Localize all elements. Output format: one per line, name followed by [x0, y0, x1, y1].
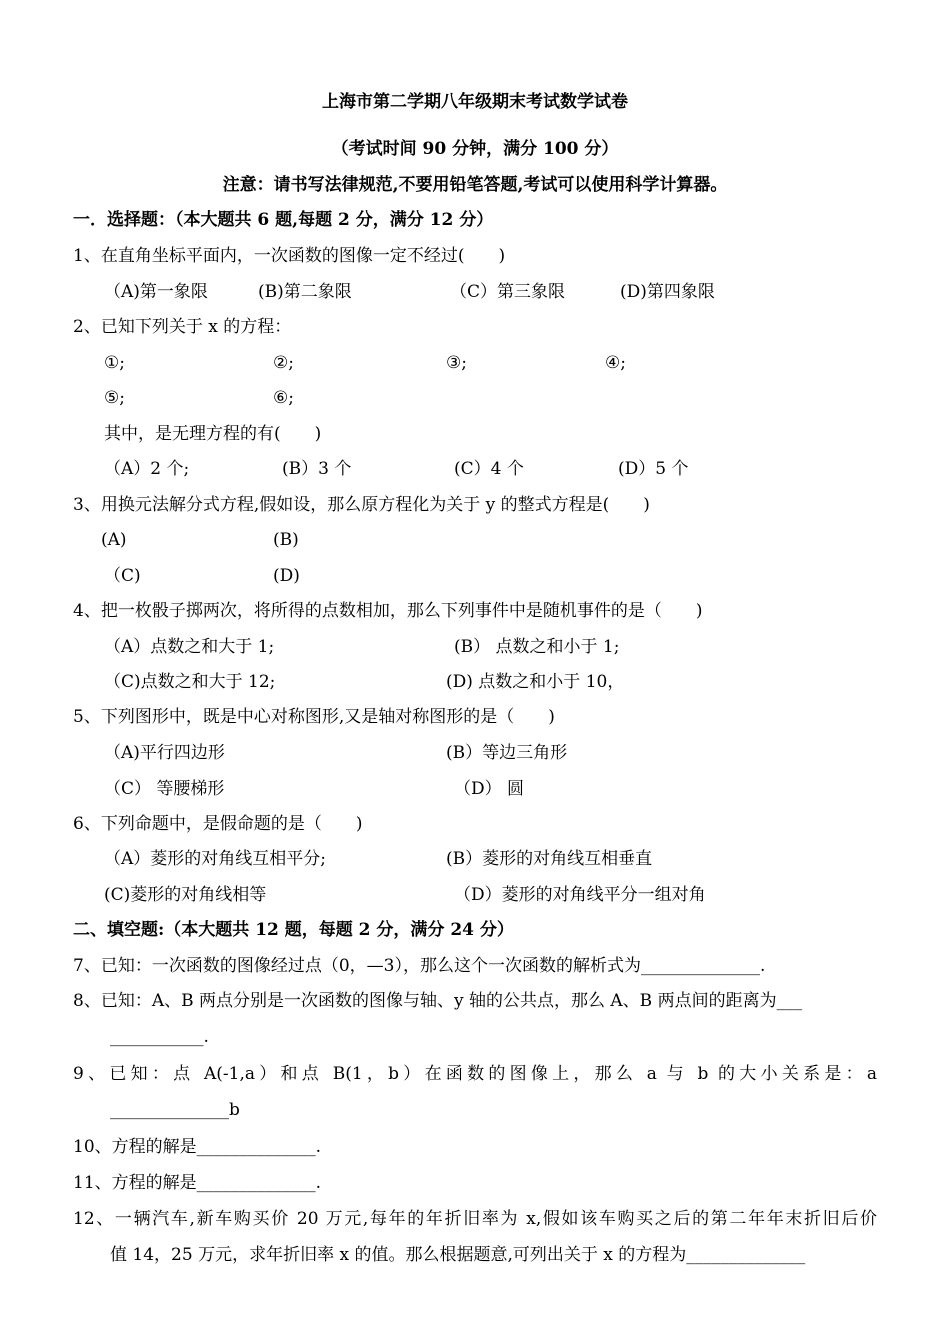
- q6-option-a: （A）菱形的对角线互相平分;: [104, 849, 327, 869]
- q4-stem: 4、把一枚骰子掷两次，将所得的点数相加，那么下列事件中是随机事件的是（ ): [73, 601, 703, 621]
- q11-text: 11、方程的解是______________.: [73, 1173, 322, 1193]
- exam-title: 上海市第二学期八年级期末考试数学试卷: [322, 92, 628, 112]
- q9-text-line2: ______________b: [110, 1100, 240, 1120]
- q3-option-c: （C): [104, 566, 141, 586]
- q6-option-c: (C)菱形的对角线相等: [104, 885, 267, 905]
- exam-subtitle: （考试时间 90 分钟，满分 100 分）: [331, 139, 619, 159]
- q3-option-a: (A): [101, 530, 127, 550]
- section2-heading: 二、填空题:（本大题共 12 题，每题 2 分，满分 24 分）: [73, 920, 514, 940]
- q6-option-d: （D）菱形的对角线平分一组对角: [454, 885, 706, 905]
- q2-equation-2: ②;: [273, 353, 294, 373]
- q4-option-b: (B） 点数之和小于 1;: [454, 637, 620, 657]
- q1-option-a: （A)第一象限: [104, 282, 208, 302]
- q10-text: 10、方程的解是______________.: [73, 1137, 322, 1157]
- q8-text-line1: 8、已知：A、B 两点分别是一次函数的图像与轴、y 轴的公共点，那么 A、B 两点间的距离为___: [73, 991, 803, 1011]
- q2-option-d: (D）5 个: [618, 459, 689, 479]
- q2-equation-5: ⑤;: [104, 388, 125, 408]
- q5-stem: 5、下列图形中，既是中心对称图形,又是轴对称图形的是（ ): [73, 707, 555, 727]
- q12-text-line1: 12、一辆汽车,新车购买价 20 万元,每年的年折旧率为 x,假如该车购买之后的第二年年末折旧后价: [73, 1209, 877, 1229]
- q1-stem: 1、在直角坐标平面内，一次函数的图像一定不经过( ): [73, 246, 506, 266]
- q8-text-line2: ___________.: [110, 1027, 209, 1047]
- q2-ask: 其中，是无理方程的有( ): [104, 424, 322, 444]
- q2-equation-3: ③;: [446, 353, 467, 373]
- q5-option-b: (B）等边三角形: [446, 743, 568, 763]
- q3-option-d: (D): [273, 566, 300, 586]
- q2-option-a: （A）2 个;: [104, 459, 190, 479]
- q1-option-d: (D)第四象限: [620, 282, 715, 302]
- q2-stem: 2、已知下列关于 x 的方程：: [73, 317, 292, 337]
- q4-option-c: （C)点数之和大于 12;: [104, 672, 276, 692]
- q5-option-c: （C） 等腰梯形: [104, 779, 225, 799]
- section1-heading: 一．选择题：（本大题共 6 题,每题 2 分，满分 12 分）: [73, 210, 494, 230]
- q2-equation-1: ①;: [104, 353, 125, 373]
- q9-text-line1: 9、已知：点 A(-1,a）和点 B(1，b）在函数的图像上，那么 a 与 b 的大小关系是：a: [73, 1064, 877, 1084]
- q5-option-d: （D） 圆: [454, 779, 525, 799]
- q1-option-c: （C）第三象限: [450, 282, 566, 302]
- q3-option-b: (B): [273, 530, 299, 550]
- q4-option-d: (D) 点数之和小于 10，: [446, 672, 625, 692]
- q2-option-b: (B）3 个: [282, 459, 352, 479]
- q5-option-a: （A)平行四边形: [104, 743, 225, 763]
- q2-equation-6: ⑥;: [273, 388, 294, 408]
- q12-text-line2: 值 14，25 万元，求年折旧率 x 的值。那么根据题意,可列出关于 x 的方程为______________: [110, 1245, 806, 1265]
- q4-option-a: （A）点数之和大于 1;: [104, 637, 275, 657]
- q6-option-b: (B）菱形的对角线互相垂直: [446, 849, 653, 869]
- q2-equation-4: ④;: [605, 353, 626, 373]
- q2-option-c: (C）4 个: [454, 459, 524, 479]
- q6-stem: 6、下列命题中，是假命题的是（ ): [73, 814, 363, 834]
- q1-option-b: (B)第二象限: [258, 282, 352, 302]
- exam-notice: 注意：请书写法律规范,不要用铅笔答题,考试可以使用科学计算器。: [222, 175, 728, 195]
- q7-text: 7、已知：一次函数的图像经过点（0，—3），那么这个一次函数的解析式为______________.: [73, 956, 766, 976]
- q3-stem: 3、用换元法解分式方程,假如设，那么原方程化为关于 y 的整式方程是( ): [73, 495, 650, 515]
